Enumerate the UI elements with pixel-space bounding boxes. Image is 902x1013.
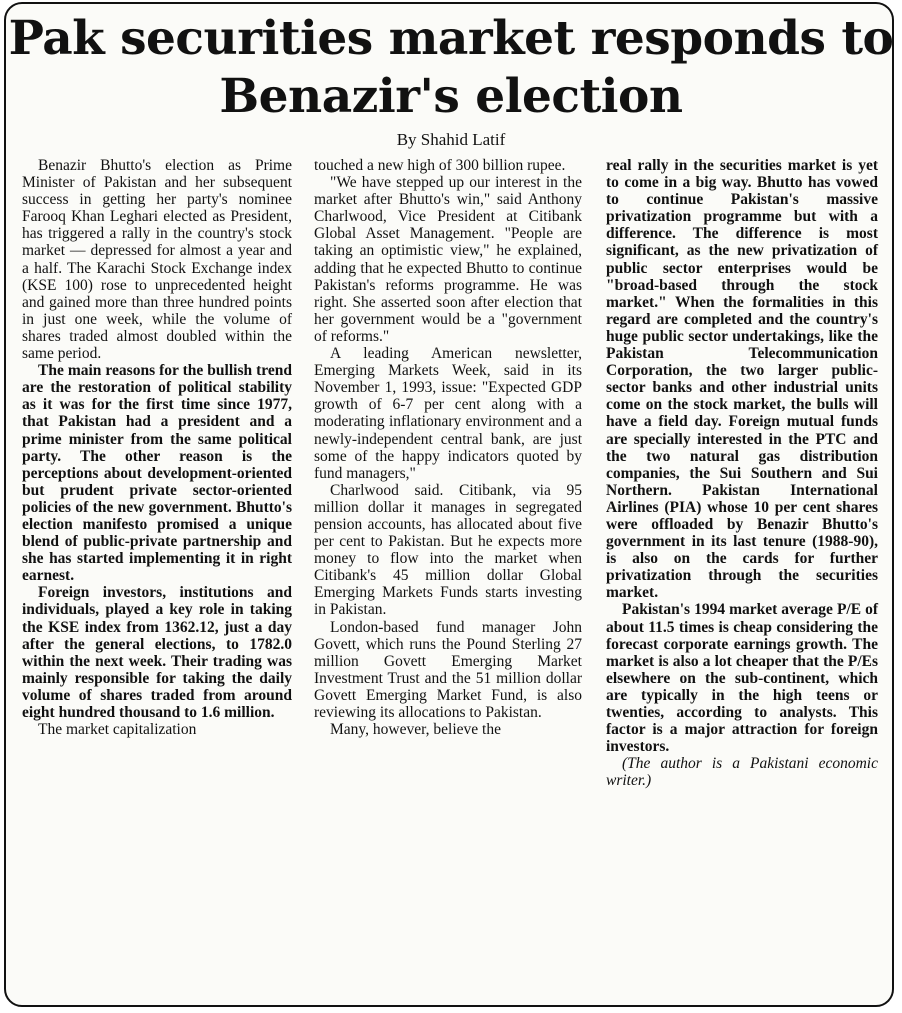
column-1 (22, 157, 292, 738)
paragraph: touched a new high of 300 billion rupee. (314, 157, 566, 174)
column-3 (606, 157, 878, 789)
byline: By Shahid Latif (396, 130, 506, 149)
author-note: (The author is a Pakistani economic writer.) (606, 755, 878, 790)
paragraph: Charlwood said. Citibank, via 95 million dollar it manages in segregated pension accounts, has allocated about five per cent to Pakistan. But he expects more money to flow into the market when Citibank's 45 million dollar Global Emerging Markets Funds starts investing in Pakistan. (314, 481, 582, 619)
paragraph: "We have stepped up our interest in the market after Bhutto's win," said Anthony Charlwood, Vice President at Citibank Global Asset Management. "People are taking an optimistic view," he explained, adding that he expected Bhutto to continue Pakistan's reforms programme. He was right. She asserted soon after election that her government would be a "government of reforms." (314, 174, 582, 345)
paragraph: Pakistan's 1994 market average P/E of about 11.5 times is cheap considering the forecast corporate earnings growth. The market is also a lot cheaper that the P/Es elsewhere on the sub-continent, which are typically in the high teens or twenties, according to analysts. This factor is a major attraction for foreign investors. (606, 601, 878, 756)
paragraph: London-based fund manager John Govett, which runs the Pound Sterling 27 million Govett Emerging Market Investment Trust and the 51 million dollar Govett Emerging Market Fund, is also reviewing its allocations to Pakistan. (314, 618, 582, 721)
paragraph: A leading American newsletter, Emerging Markets Week, said in its November 1, 1993, issue: "Expected GDP growth of 6-7 per cent along with a moderating inflationary environment and a newly-independent central bank, are just some of the happy indicators quoted by fund managers," (314, 345, 582, 482)
paragraph: The main reasons for the bullish trend are the restoration of political stability as it was for the first time since 1977, that Pakistan had a president and a prime minister from the same political party. The other reason is the perceptions about development-oriented but prudent private sector-oriented policies of the new government. Bhutto's election manifesto promised a unique blend of public-private partnership and she has started implementing it in right earnest. (22, 362, 292, 585)
paragraph: real rally in the securities market is yet to come in a big way. Bhutto has vowed to continue Pakistan's massive privatization programme but with a difference. The difference is most significant, as the new privatization of public sector enterprises would be "broad-based through the stock market." When the formalities in this regard are completed and the country's huge public sector undertakings, like the Pakistan Telecommunication Corporation, the two larger public-sector banks and other industrial units come on the stock market, the bulls will have a field day. Foreign mutual funds are specially interested in the PTC and the two natural gas distribution companies, the Sui Southern and Sui Northern. Pakistan International Airlines (PIA) whose 10 per cent shares were offloaded by Benazir Bhutto's government in its last tenure (1988-90), is also on the cards for further privatization through the securities market. (606, 157, 878, 602)
paragraph: Foreign investors, institutions and individuals, played a key role in taking the KSE index from 1362.12, just a day after the general elections, to 1782.0 within the next week. Their trading was mainly responsible for taking the daily volume of shares traded from around eight hundred thousand to 1.6 million. (22, 584, 292, 721)
headline: Pak securities market responds to Benazir's election (8, 11, 894, 124)
column-2 (314, 157, 582, 738)
paragraph: Benazir Bhutto's election as Prime Minister of Pakistan and her subsequent success in getting her party's nominee Farooq Khan Leghari elected as President, has triggered a rally in the country's stock market — depressed for almost a year and a half. The Karachi Stock Exchange index (KSE 100) rose to unprecedented height and gained more than three hundred points in just one week, while the volume of shares traded almost doubled within the same period. (22, 157, 292, 363)
paragraph: Many, however, believe the (330, 721, 501, 739)
paragraph: The market capitalization (38, 721, 197, 739)
